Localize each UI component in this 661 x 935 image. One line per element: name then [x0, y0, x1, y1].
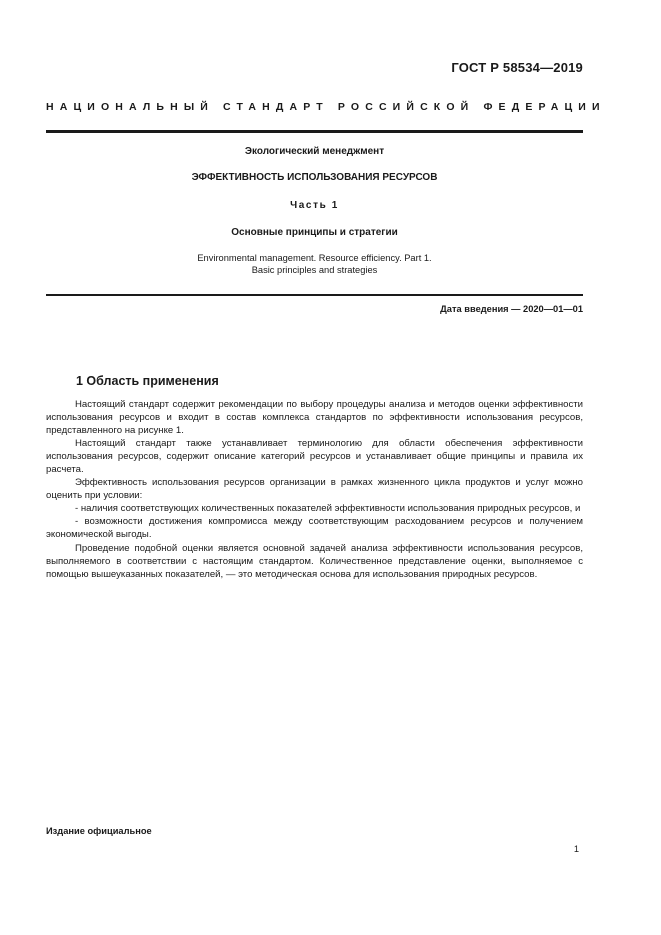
section-title: 1 Область применения: [76, 374, 219, 388]
national-standard-heading: НАЦИОНАЛЬНЫЙ СТАНДАРТ РОССИЙСКОЙ ФЕДЕРАЦИИ: [46, 101, 606, 113]
paragraph: Настоящий стандарт также устанавливает терминологию для области обеспечения эффективности использования ресурсов, содержит описание категорий ресурсов и устанавливает общие принципы и правила их расчета.: [46, 438, 583, 476]
paragraph: Проведение подобной оценки является основной задачей анализа эффективности использования ресурсов, выполняемого в соответствии с настоящим стандартом. Количественное представление оценки, выполняемое с помощью вышеуказанных показателей, — это методическая основа для использования природных ресурсов.: [46, 542, 583, 580]
list-item: - возможности достижения компромисса между соответствующим расходованием ресурсов и получением экономической выгоды.: [46, 516, 583, 541]
title-rule: [46, 294, 583, 296]
introduction-date: Дата введения — 2020—01—01: [440, 304, 583, 314]
section-body: [46, 398, 583, 581]
standard-subtitle: Основные принципы и стратегии: [231, 227, 398, 238]
paragraph: Эффективность использования ресурсов организации в рамках жизненного цикла продуктов и услуг можно оценить при условии:: [46, 477, 583, 502]
english-title: [46, 252, 583, 276]
standard-title: ЭФФЕКТИВНОСТЬ ИСПОЛЬЗОВАНИЯ РЕСУРСОВ: [191, 172, 438, 183]
header-rule: [46, 130, 583, 133]
document-number: ГОСТ Р 58534—2019: [451, 60, 583, 75]
english-title-line-2: Basic principles and strategies: [251, 265, 378, 275]
english-title-line-1: Environmental management. Resource efficiency. Part 1.: [197, 253, 432, 263]
standard-category: Экологический менеджмент: [244, 146, 385, 157]
list-item: - наличия соответствующих количественных показателей эффективности использования природных ресурсов, и: [75, 503, 581, 515]
standard-part: Часть 1: [290, 200, 339, 211]
page-number: 1: [573, 844, 579, 854]
paragraph: Настоящий стандарт содержит рекомендации по выбору процедуры анализа и методов оценки эффективности использования ресурсов и входит в состав комплекса стандартов по эффективности использования ресурсов, представленного на рисунке 1.: [46, 399, 583, 437]
official-edition-label: Издание официальное: [46, 826, 152, 836]
